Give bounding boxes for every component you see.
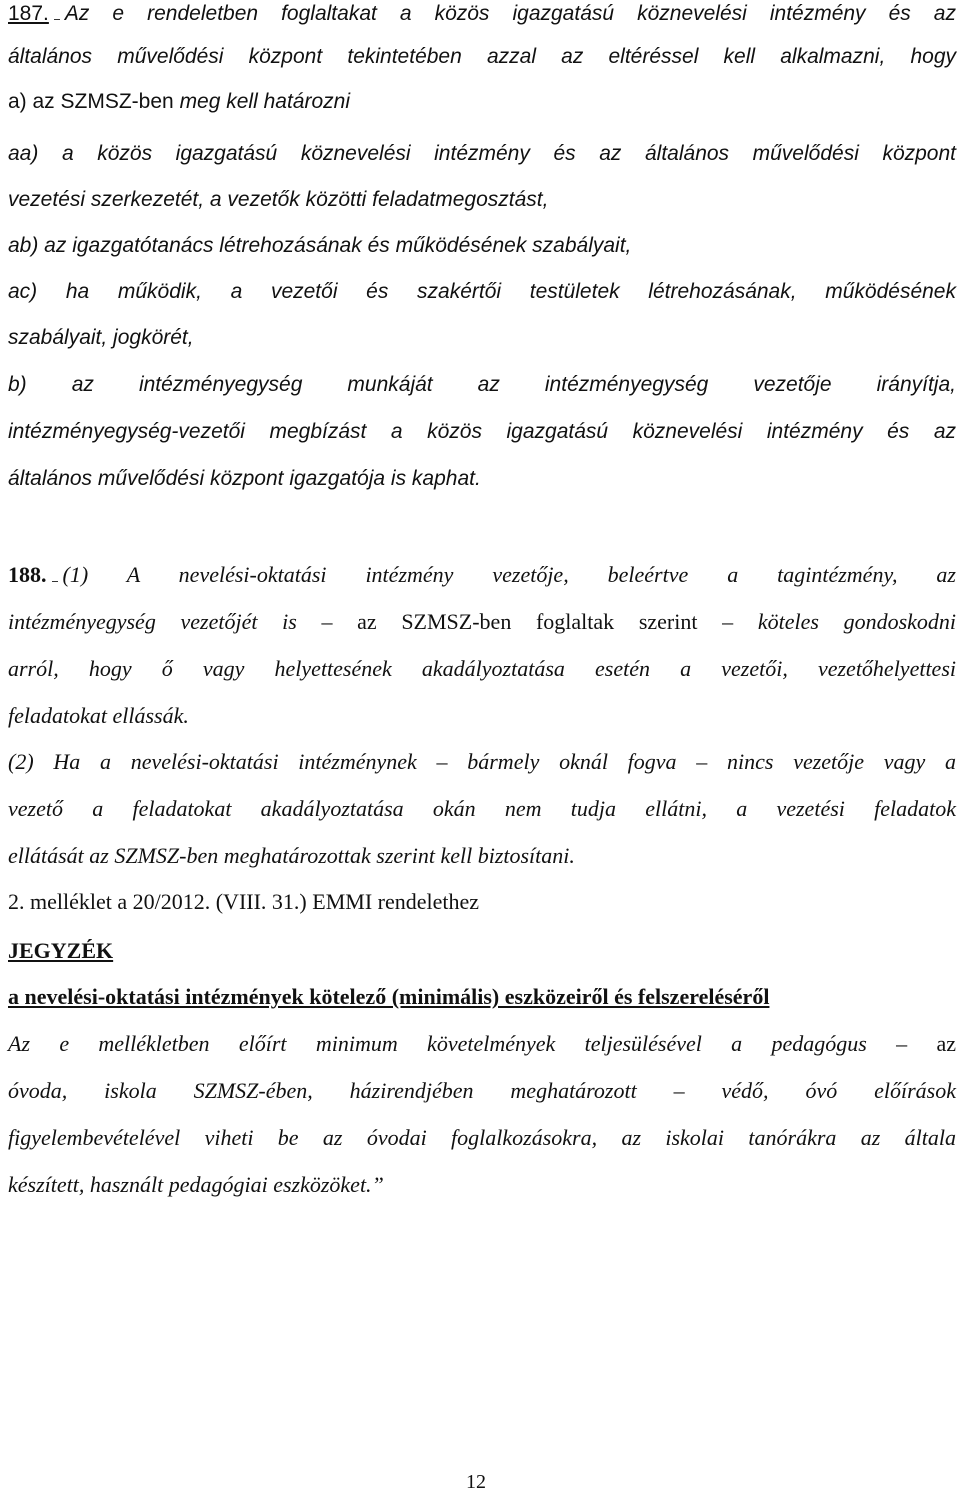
section-188-line-2: intézményegység vezetőjét is – az SZMSZ-ben foglaltak szerint – köteles gondoskodni xyxy=(8,609,957,634)
section-187-line-9: b) az intézményegység munkáját az intézményegység vezetője irányítja, xyxy=(8,373,956,396)
annex-intro-line-4: készített, használt pedagógiai eszközöket.” xyxy=(8,1172,384,1197)
section-188-number: 188. xyxy=(8,562,47,587)
section-187-number: 187. xyxy=(8,2,49,25)
annex-intro-line-2: óvoda, iskola SZMSZ-ében, házirendjében meghatározott – védő, óvó előírások xyxy=(8,1078,957,1103)
annex-intro-line-1: Az e mellékletben előírt minimum követelmények teljesülésével a pedagógus – az xyxy=(8,1031,957,1056)
section-188-line-6: vezető a feladatokat akadályoztatása okán nem tudja ellátni, a vezetési feladatok xyxy=(8,796,956,821)
annex-heading: JEGYZÉK xyxy=(8,938,114,963)
section-187-line-1: 187. Az e rendeletben foglaltakat a közös igazgatású köznevelési intézmény és az xyxy=(8,2,956,25)
section-187-line-4: aa) a közös igazgatású köznevelési intézmény és az általános művelődési központ xyxy=(8,142,956,165)
section-188-line-7: ellátását az SZMSZ-ben meghatározottak szerint kell biztosítani. xyxy=(8,843,575,868)
section-187-line-3: a) az SZMSZ-ben meg kell határozni xyxy=(8,90,350,113)
section-187-line-11: általános művelődési központ igazgatója is kaphat. xyxy=(8,467,481,490)
annex-intro-line-3: figyelembevételével viheti be az óvodai foglalkozásokra, az iskolai tanórákra az általa xyxy=(8,1125,956,1150)
section-187-line-2: általános művelődési központ tekintetében azzal az eltéréssel kell alkalmazni, hogy xyxy=(8,45,956,68)
section-188-line-3: arról, hogy ő vagy helyettesének akadályoztatása esetén a vezetői, vezetőhelyettesi xyxy=(8,656,956,681)
section-187-line-10: intézményegység-vezetői megbízást a közös igazgatású köznevelési intézmény és az xyxy=(8,420,956,443)
section-188-line-5: (2) Ha a nevelési-oktatási intézménynek – bármely oknál fogva – nincs vezetője vagy a xyxy=(8,749,957,774)
anchor-mark xyxy=(54,1,60,20)
section-187-line-7: ac) ha működik, a vezetői és szakértői testületek létrehozásának, működésének xyxy=(8,280,956,303)
annex-title: 2. melléklet a 20/2012. (VIII. 31.) EMMI rendelethez xyxy=(8,889,480,914)
annex-subheading: a nevelési-oktatási intézmények kötelező (minimális) eszközeiről és felszereléséről xyxy=(8,984,770,1009)
anchor-mark xyxy=(52,563,58,582)
section-188-line-1: 188. (1) A nevelési-oktatási intézmény vezetője, beleértve a tagintézmény, az xyxy=(8,562,956,587)
section-187-line-6: ab) az igazgatótanács létrehozásának és működésének szabályait, xyxy=(8,234,632,257)
section-188-line-4: feladatokat ellássák. xyxy=(8,703,189,728)
page-number: 12 xyxy=(466,1471,486,1493)
section-187-line-5: vezetési szerkezetét, a vezetők közötti feladatmegosztást, xyxy=(8,188,549,211)
section-187-line-8: szabályait, jogkörét, xyxy=(8,326,194,349)
